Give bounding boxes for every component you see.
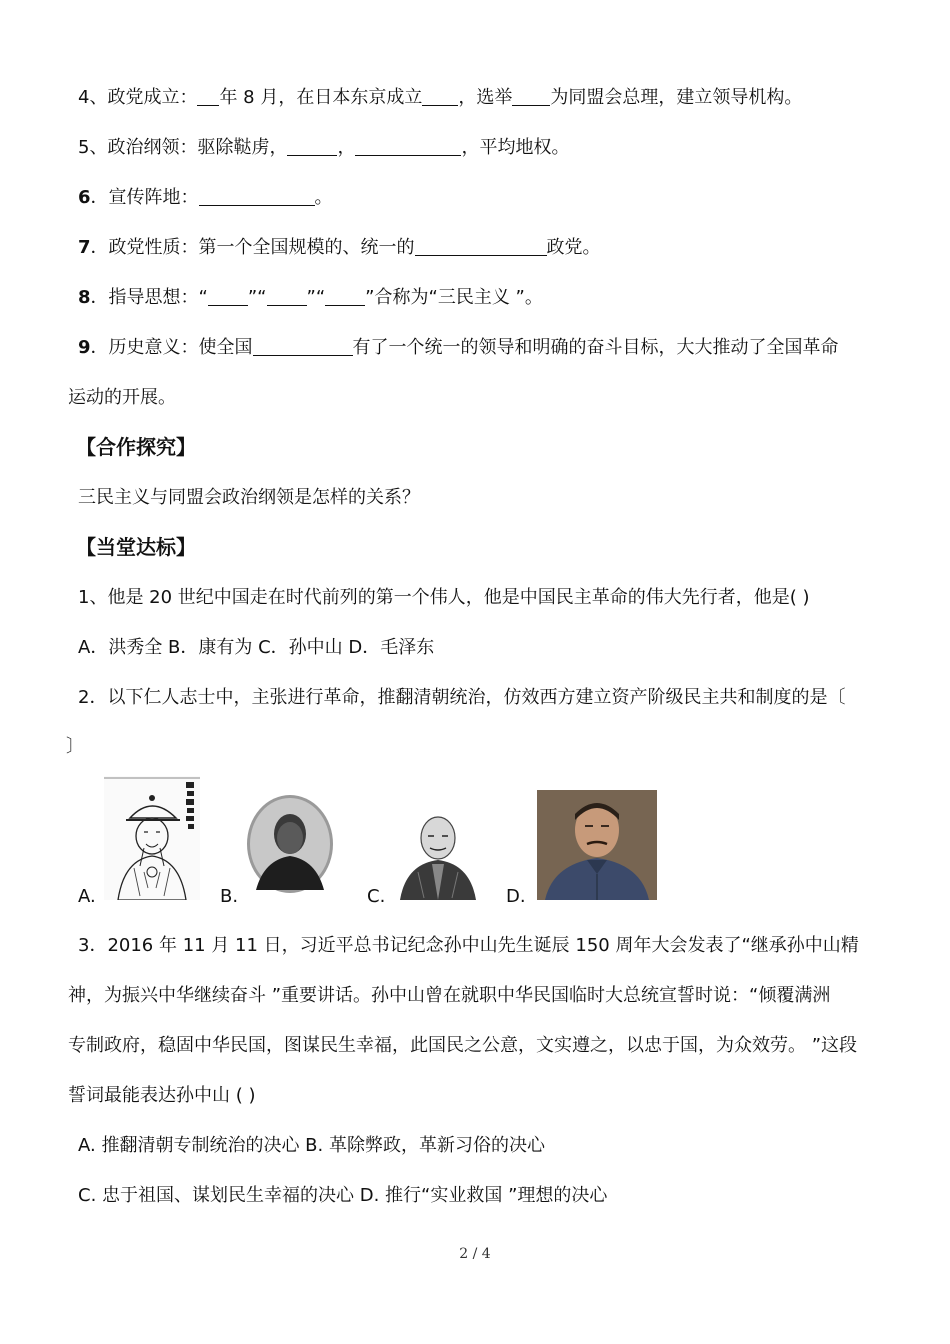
blank[interactable] <box>325 285 365 306</box>
option-d-label[interactable]: D. <box>506 886 526 907</box>
mc1-stem: 1、他是 20 世纪中国走在时代前列的第一个伟人，他是中国民主革命的伟大先行者，他是( ) <box>78 587 810 608</box>
section-title-cooperate: 【合作探究】 <box>76 435 196 459</box>
option-a-label[interactable]: A. <box>78 886 96 907</box>
fill-item-4: 4、政党成立： 年 8 月，在日本东京成立 ，选举 为同盟会总理，建立领导机构。 <box>78 87 803 108</box>
blank[interactable] <box>287 135 337 156</box>
blank[interactable] <box>355 135 461 156</box>
mc2-stem: 2．以下仁人志士中，主张进行革命，推翻清朝统治，仿效西方建立资产阶级民主共和制度的是〔 <box>78 687 846 708</box>
portrait-d-image[interactable] <box>537 790 657 900</box>
blank[interactable] <box>415 235 547 256</box>
mc3-stem-line4: 誓词最能表达孙中山 ( ) <box>68 1085 256 1106</box>
fill-item-7: 7．政党性质：第一个全国规模的、统一的 政党。 <box>78 237 601 258</box>
blank[interactable] <box>253 335 353 356</box>
cooperate-question: 三民主义与同盟会政治纲领是怎样的关系？ <box>78 487 420 508</box>
fill-item-6: 6．宣传阵地： 。 <box>78 187 333 208</box>
portrait-c-image[interactable] <box>396 812 480 900</box>
fill-item-9-cont: 运动的开展。 <box>68 387 176 408</box>
blank[interactable] <box>422 85 458 106</box>
page-number: 2 / 4 <box>459 1246 491 1262</box>
section-title-practice: 【当堂达标】 <box>76 535 196 559</box>
blank[interactable] <box>208 285 248 306</box>
blank[interactable] <box>199 185 315 206</box>
mc1-options: A．洪秀全 B．康有为 C．孙中山 D．毛泽东 <box>78 637 435 658</box>
fill-item-5: 5、政治纲领：驱除鞑虏， ， ，平均地权。 <box>78 137 570 158</box>
portrait-b-image[interactable] <box>246 794 334 894</box>
blank[interactable] <box>267 285 307 306</box>
mc2-stem-end: 〕 <box>66 736 84 757</box>
blank[interactable] <box>197 85 219 106</box>
mc3-stem-line1: 3．2016 年 11 月 11 日，习近平总书记纪念孙中山先生诞辰 150 周年大会发表了“继承孙中山精 <box>78 935 859 956</box>
option-c-label[interactable]: C. <box>367 886 386 907</box>
portrait-a-image[interactable] <box>104 776 200 900</box>
blank[interactable] <box>512 85 550 106</box>
fill-item-8: 8．指导思想：“ ”“ ”“ ”合称为“三民主义 ”。 <box>78 287 543 308</box>
mc3-options-cd: C. 忠于祖国、谋划民生幸福的决心 D. 推行“实业救国 ”理想的决心 <box>78 1185 608 1206</box>
mc3-options-ab: A. 推翻清朝专制统治的决心 B. 革除弊政，革新习俗的决心 <box>78 1135 545 1156</box>
mc3-stem-line3: 专制政府，稳固中华民国，图谋民生幸福，此国民之公意，文实遵之，以忠于国，为众效劳。 ”这段 <box>68 1035 858 1056</box>
mc3-stem-line2: 神，为振兴中华继续奋斗 ”重要讲话。孙中山曾在就职中华民国临时大总统宣誓时说：“倾覆满洲 <box>68 985 831 1006</box>
option-b-label[interactable]: B. <box>220 886 239 907</box>
fill-item-9: 9．历史意义：使全国 有了一个统一的领导和明确的奋斗目标，大大推动了全国革命 <box>78 337 839 358</box>
